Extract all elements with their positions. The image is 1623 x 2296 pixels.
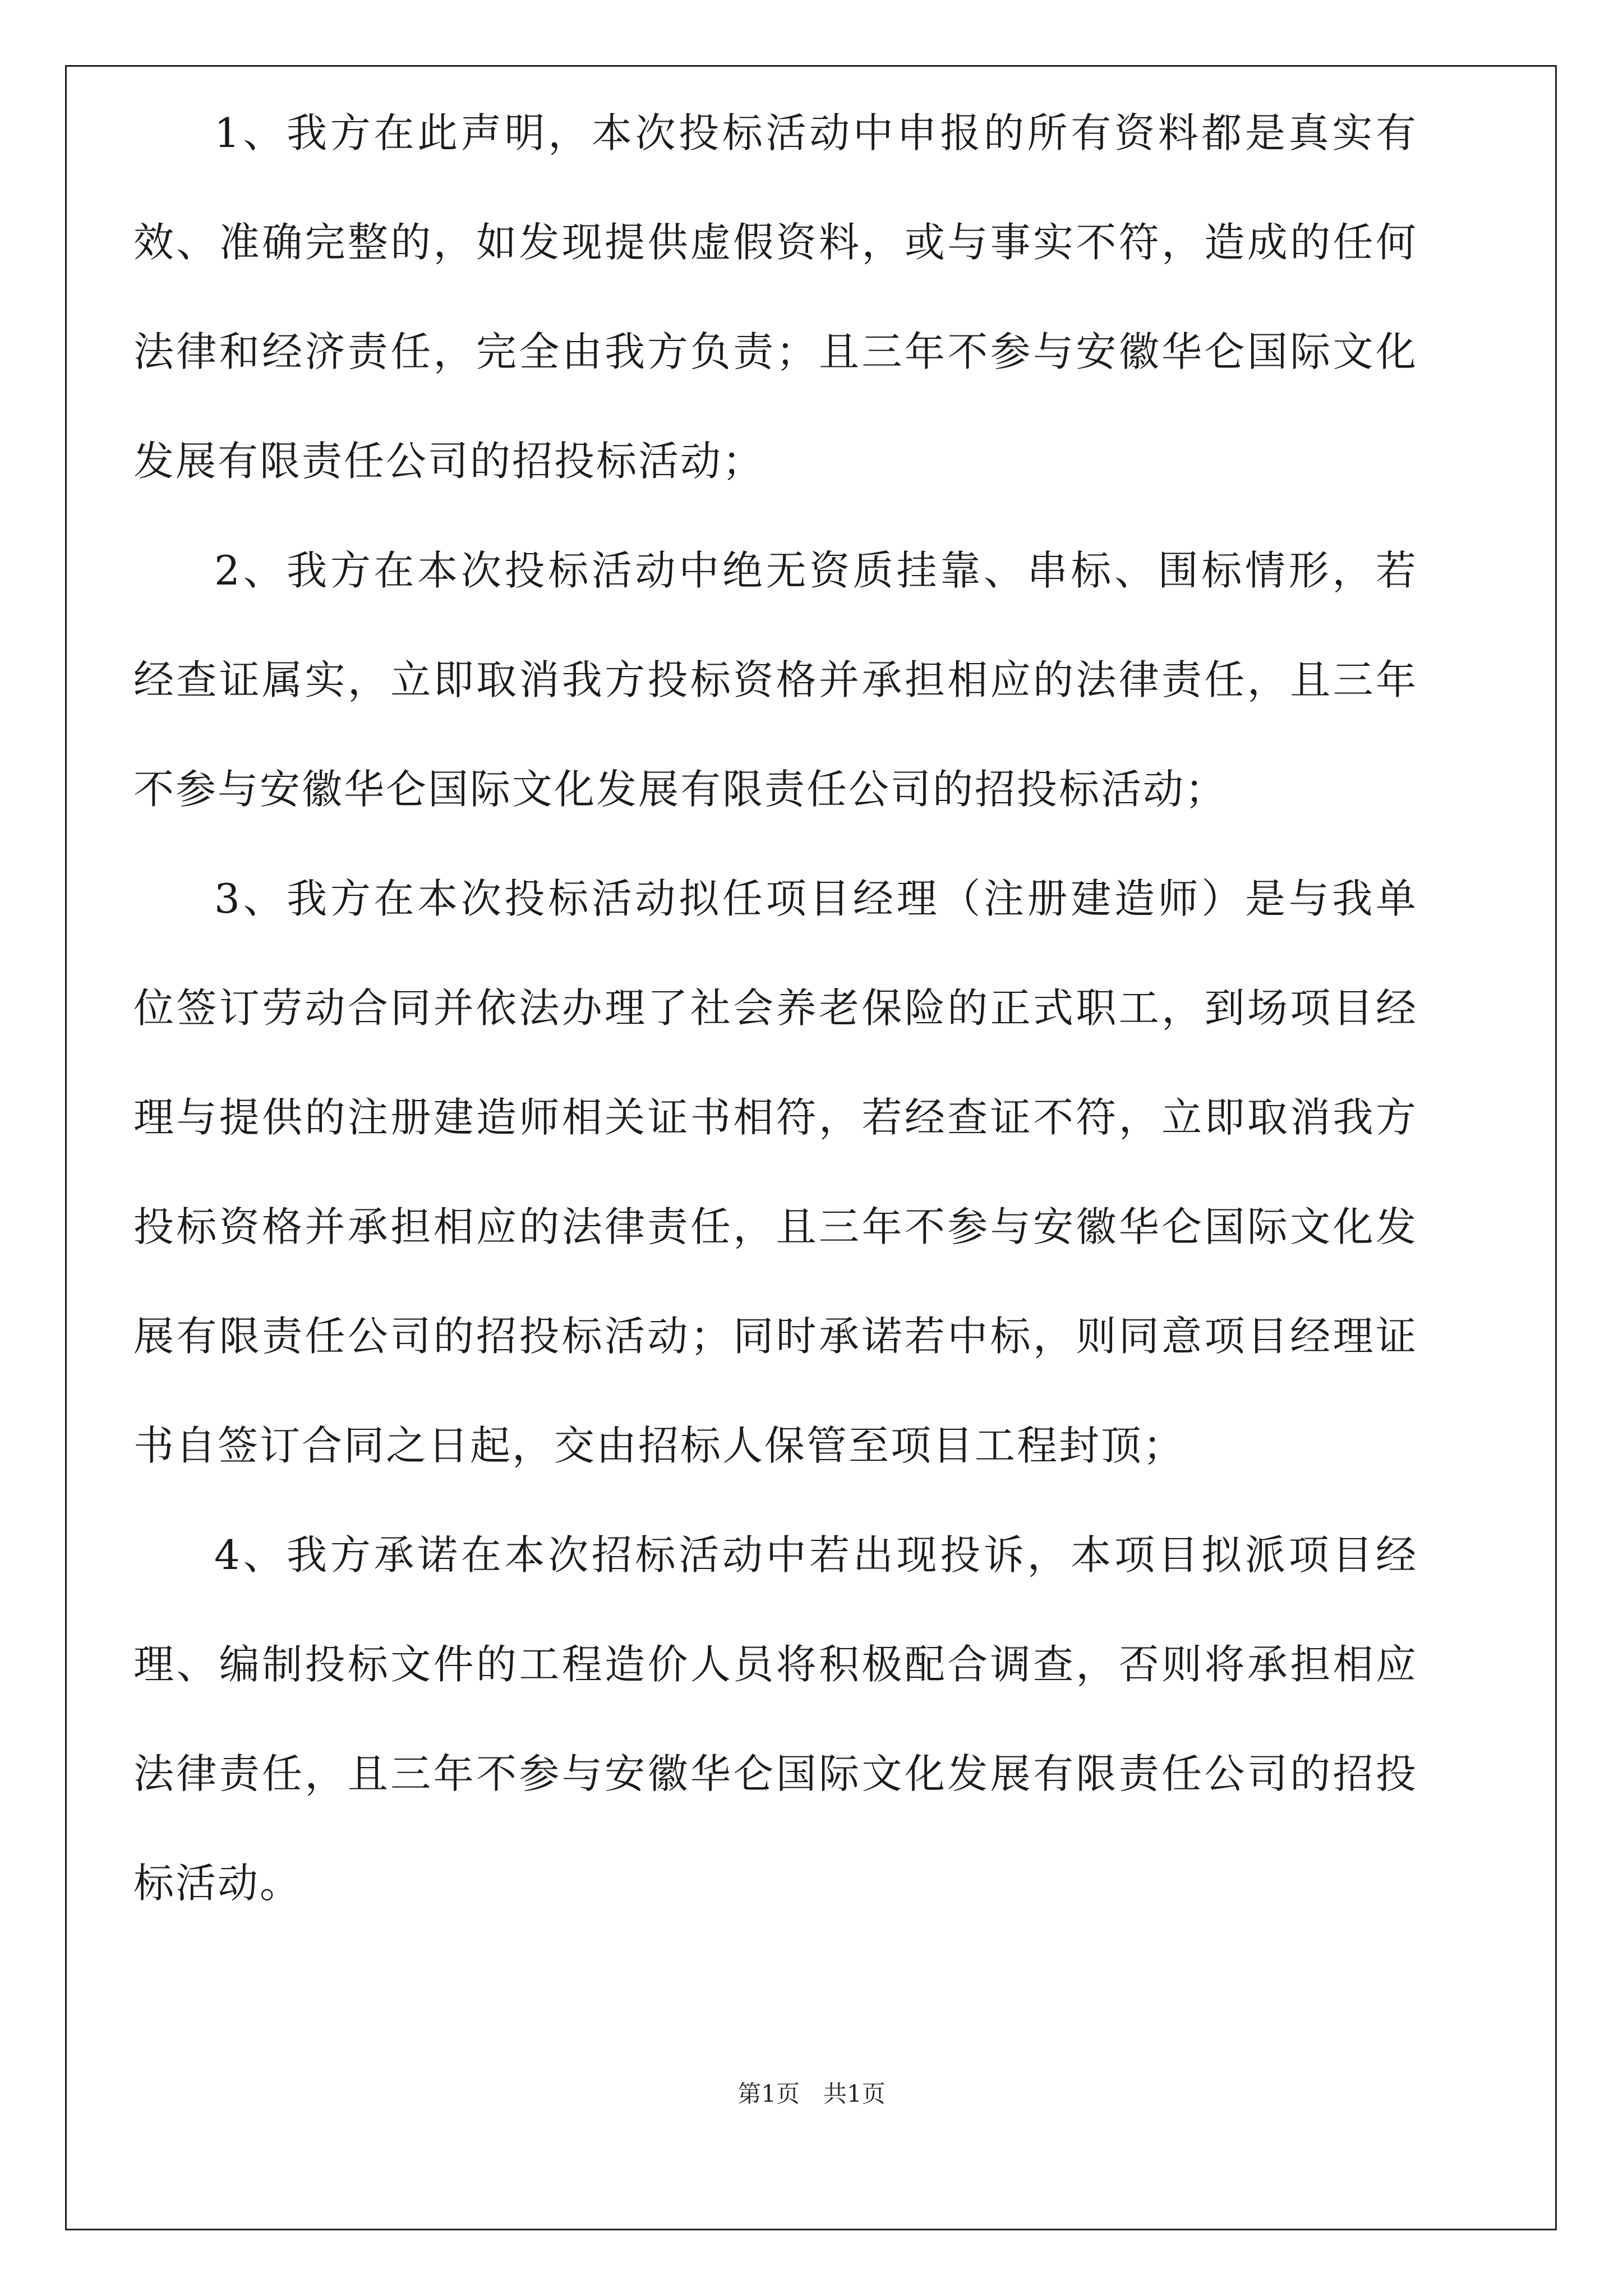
paragraph-4: 4、我方承诺在本次招标活动中若出现投诉，本项目拟派项目经理、编制投标文件的工程造价人员将积极配合调查，否则将承担相应法律责任，且三年不参与安徽华仑国际文化发展有限责任公司的招投标活动。 bbox=[133, 1531, 1418, 1907]
paragraph-1: 1、我方在此声明，本次投标活动中申报的所有资料都是真实有效、准确完整的，如发现提供虚假资料，或与事实不符，造成的任何法律和经济责任，完全由我方负责；且三年不参与安徽华仑国际文化发展有限责任公司的招投标活动； bbox=[133, 109, 1418, 485]
document-body bbox=[133, 79, 1418, 1938]
paragraph-2: 2、我方在本次投标活动中绝无资质挂靠、串标、围标情形，若经查证属实，立即取消我方投标资格并承担相应的法律责任，且三年不参与安徽华仑国际文化发展有限责任公司的招投标活动； bbox=[133, 547, 1418, 813]
paragraph-3: 3、我方在本次投标活动拟任项目经理（注册建造师）是与我单位签订劳动合同并依法办理了社会养老保险的正式职工，到场项目经理与提供的注册建造师相关证书相符，若经查证不符，立即取消我方投标资格并承担相应的法律责任，且三年不参与安徽华仑国际文化发展有限责任公司的招投标活动；同时承诺若中标，则同意项目经理证书自签订合同之日起，交由招标人保管至项目工程封顶； bbox=[133, 875, 1418, 1469]
page-footer: 第1页 共1页 bbox=[737, 2080, 886, 2108]
